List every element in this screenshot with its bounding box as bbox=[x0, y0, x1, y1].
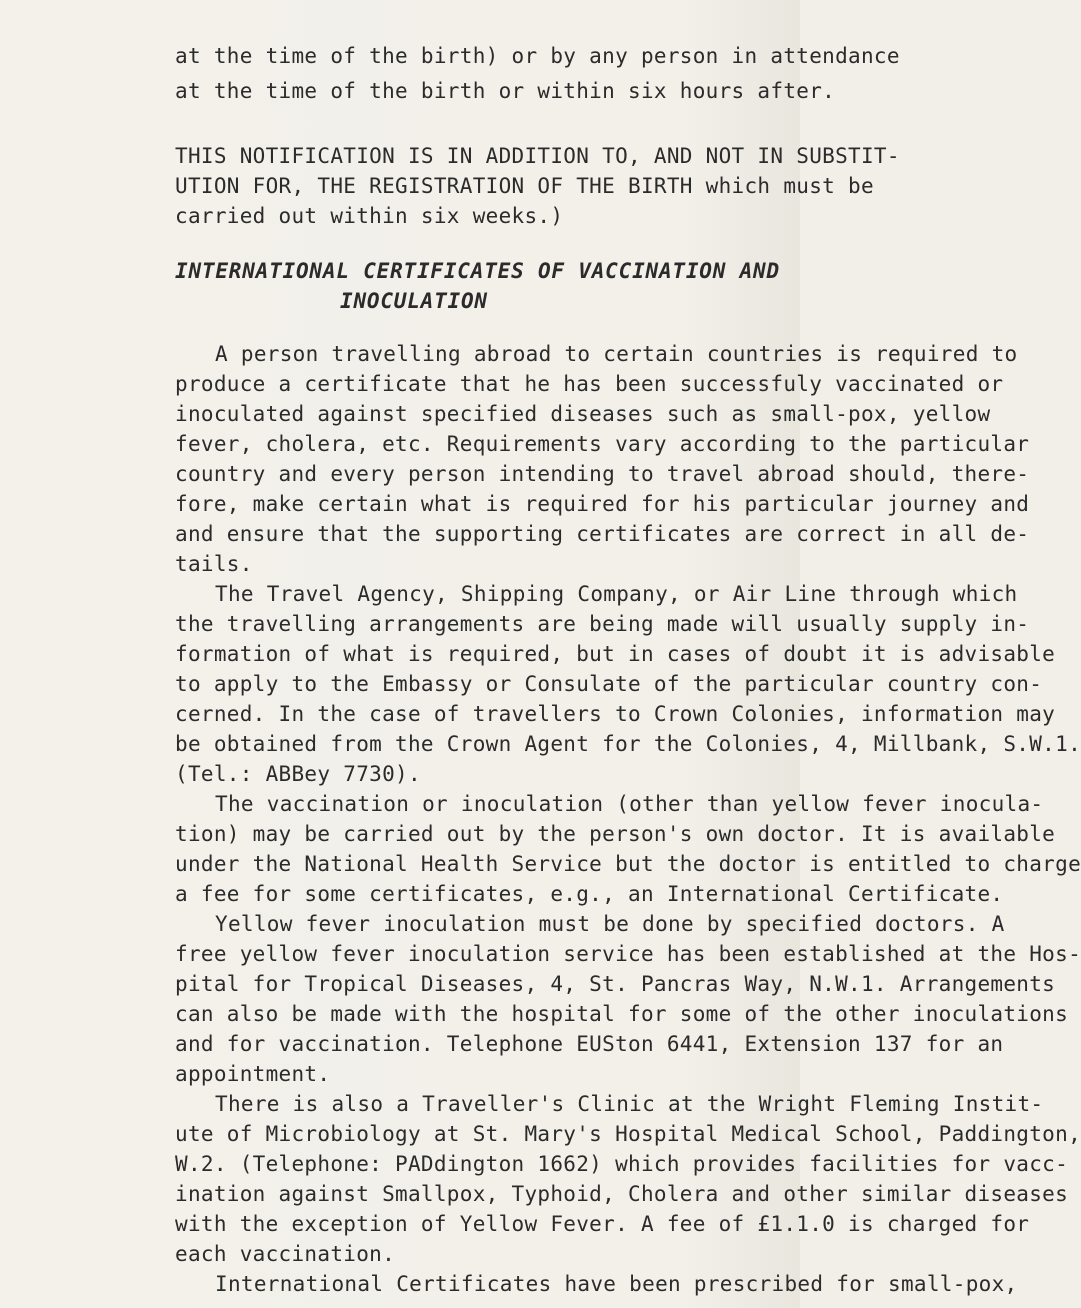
notice-line: UTION FOR, THE REGISTRATION OF THE BIRTH which must be bbox=[175, 174, 874, 198]
intro-line: at the time of the birth or within six hours after. bbox=[175, 79, 836, 103]
paragraph-line: (Tel.: ABBey 7730). bbox=[175, 762, 421, 786]
paragraph-line: A person travelling abroad to certain countries is required to bbox=[215, 342, 1018, 366]
paragraph-line: W.2. (Telephone: PADdington 1662) which provides facilities for vacc- bbox=[175, 1152, 1069, 1176]
paragraph-line: country and every person intending to travel abroad should, there- bbox=[175, 462, 1030, 486]
paragraph-line: The vaccination or inoculation (other than yellow fever inocula- bbox=[215, 792, 1044, 816]
notice-line: THIS NOTIFICATION IS IN ADDITION TO, AND NOT IN SUBSTIT- bbox=[175, 144, 900, 168]
paragraph-line: can also be made with the hospital for some of the other inoculations bbox=[175, 1002, 1069, 1026]
paragraph-line: Yellow fever inoculation must be done by specified doctors. A bbox=[215, 912, 1005, 936]
section-heading: INOCULATION bbox=[340, 289, 488, 313]
intro-line: at the time of the birth) or by any person in attendance bbox=[175, 44, 900, 68]
paragraph-line: tails. bbox=[175, 552, 253, 576]
paragraph-line: cerned. In the case of travellers to Crown Colonies, information may bbox=[175, 702, 1056, 726]
paragraph-line: fever, cholera, etc. Requirements vary according to the particular bbox=[175, 432, 1030, 456]
paragraph-line: to apply to the Embassy or Consulate of the particular country con- bbox=[175, 672, 1043, 696]
paragraph-line: formation of what is required, but in cases of doubt it is advisable bbox=[175, 642, 1056, 666]
paragraph-line: ute of Microbiology at St. Mary's Hospital Medical School, Paddington, bbox=[175, 1122, 1081, 1146]
paragraph-line: fore, make certain what is required for his particular journey and bbox=[175, 492, 1030, 516]
paragraph-line: the travelling arrangements are being made will usually supply in- bbox=[175, 612, 1030, 636]
paragraph-line: with the exception of Yellow Fever. A fee of £1.1.0 is charged for bbox=[175, 1212, 1030, 1236]
paragraph-line: International Certificates have been prescribed for small-pox, bbox=[215, 1272, 1018, 1296]
paragraph-line: pital for Tropical Diseases, 4, St. Pancras Way, N.W.1. Arrangements bbox=[175, 972, 1056, 996]
notice-line: carried out within six weeks.) bbox=[175, 204, 564, 228]
paragraph-line: be obtained from the Crown Agent for the Colonies, 4, Millbank, S.W.1. bbox=[175, 732, 1081, 756]
paragraph-line: a fee for some certificates, e.g., an International Certificate. bbox=[175, 882, 1004, 906]
paragraph-line: appointment. bbox=[175, 1062, 331, 1086]
paragraph-line: and for vaccination. Telephone EUSton 6441, Extension 137 for an bbox=[175, 1032, 1004, 1056]
section-heading: INTERNATIONAL CERTIFICATES OF VACCINATION AND bbox=[175, 259, 780, 283]
paragraph-line: inoculated against specified diseases such as small-pox, yellow bbox=[175, 402, 991, 426]
paragraph-line: under the National Health Service but the doctor is entitled to charge bbox=[175, 852, 1081, 876]
paragraph-line: and ensure that the supporting certificates are correct in all de- bbox=[175, 522, 1030, 546]
paragraph-line: ination against Smallpox, Typhoid, Cholera and other similar diseases bbox=[175, 1182, 1069, 1206]
paragraph-line: The Travel Agency, Shipping Company, or Air Line through which bbox=[215, 582, 1018, 606]
paragraph-line: produce a certificate that he has been successfuly vaccinated or bbox=[175, 372, 1004, 396]
paragraph-line: free yellow fever inoculation service has been established at the Hos- bbox=[175, 942, 1081, 966]
paragraph-line: each vaccination. bbox=[175, 1242, 396, 1266]
paragraph-line: There is also a Traveller's Clinic at the Wright Fleming Instit- bbox=[215, 1092, 1044, 1116]
paragraph-line: tion) may be carried out by the person's own doctor. It is available bbox=[175, 822, 1056, 846]
